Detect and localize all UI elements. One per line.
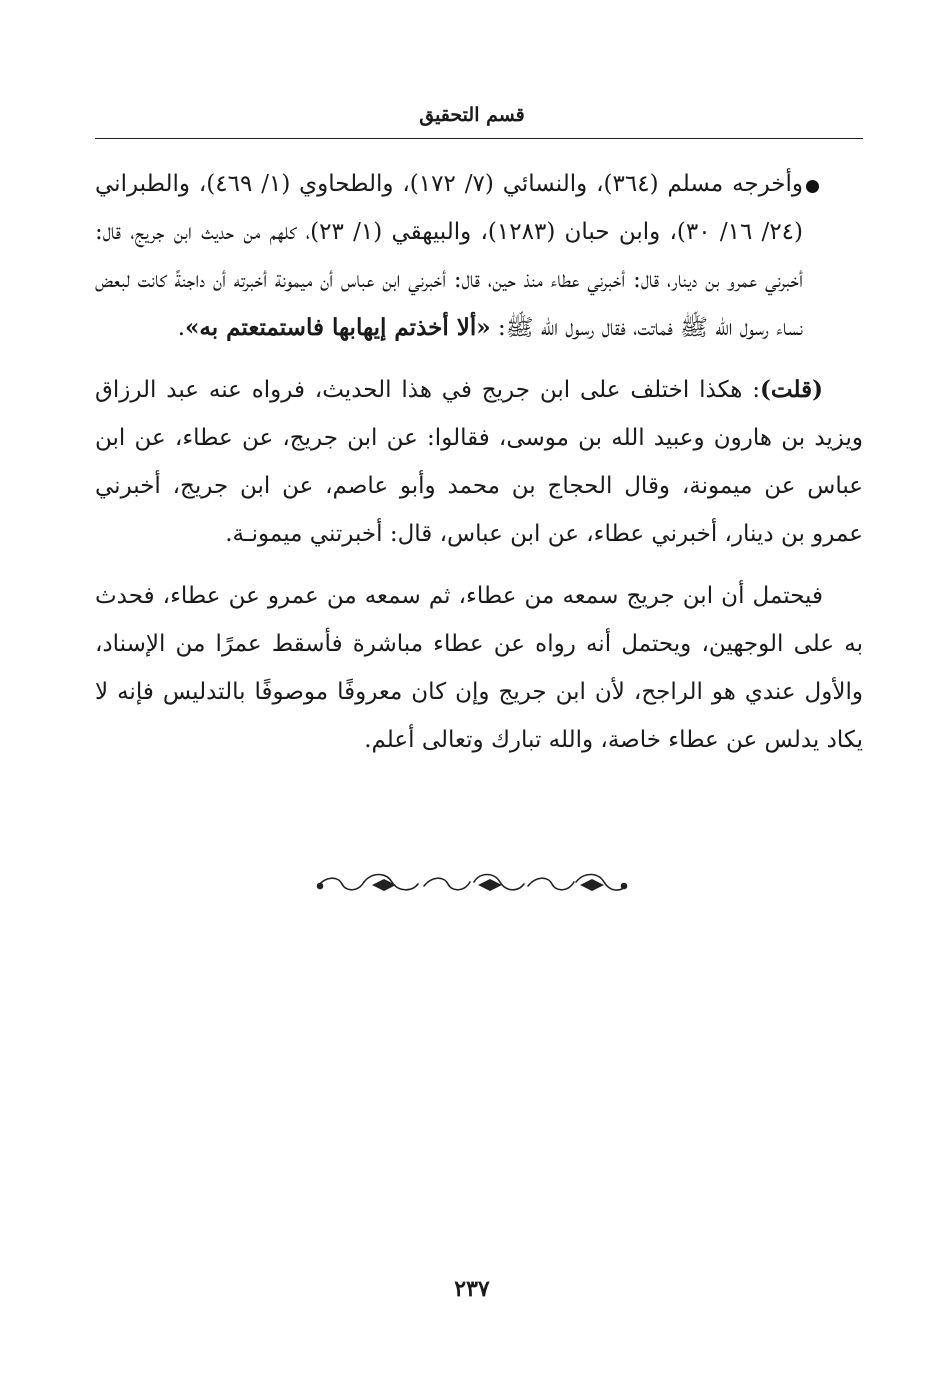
decorative-ornament-icon — [312, 868, 632, 902]
bullet-dot-icon — [806, 180, 819, 193]
paragraph-qultu-text: : هكذا اختلف على ابن جريج في هذا الحديث، فرواه عنه عبد الرزاق ويزيد بن هارون وعبيد الله بن موسى، فقالوا: عن ابن جريج، عن عطاء، عن ابن عباس عن ميمونة، وقال الحجاج بن محمد وأبو عاصم، عن ابن جريج، أخبرني عمرو بن دينار، أخبرني عطاء، عن ابن عباس، قال: أخبرتني ميمونـة. — [95, 377, 863, 547]
page-number: ٢٣٧ — [454, 1276, 490, 1302]
header-rule — [95, 138, 863, 139]
paragraph-conclusion: فيحتمل أن ابن جريج سمعه من عطاء، ثم سمعه من عمرو عن عطاء، فحدث به على الوجهين، ويحتمل أنه رواه عن عطاء مباشرة فأسقط عمرًا من الإسناد، والأول عندي هو الراجح، لأن ابن جريج وإن كان معروفًا موصوفًا بالتدليس فإنه لا يكاد يدلس عن عطاء خاصة، والله تبارك وتعالى أعلم. — [95, 583, 863, 753]
bullet-text: وأخرجه مسلم (٣٦٤)، والنسائي (٧/ ١٧٢)، والطحاوي (١/ ٤٦٩)، والطبراني (٢٤/ ١٦/ ٣٠)، وابن حبان (١٢٨٣)، والبيهقي (١/ ٢٣)، كلهم من حديث ابن جريج، قال: أخبرني عمرو بن دينار، قال: أخبرني عطاء منذ حين، قال: أخبرني ابن عباس أن ميمونة أخبرته أن داجنةً كانت لبعض نساء رسول الله ﷺ فماتت، فقال رسول الله ﷺ: — [95, 171, 804, 341]
qultu-label: (قلت) — [760, 376, 823, 403]
hadith-quote: «ألا أخذتم إيهابها فاستمتعتم به» — [185, 314, 491, 341]
running-header-title: قسم التحقيق — [419, 104, 525, 126]
bullet-paragraph — [95, 160, 803, 352]
paragraph-qultu — [95, 366, 863, 558]
page-body — [95, 160, 863, 778]
ornament-divider — [0, 868, 944, 902]
footnote-bullet-block — [95, 160, 863, 352]
bullet-end: . — [177, 315, 186, 341]
